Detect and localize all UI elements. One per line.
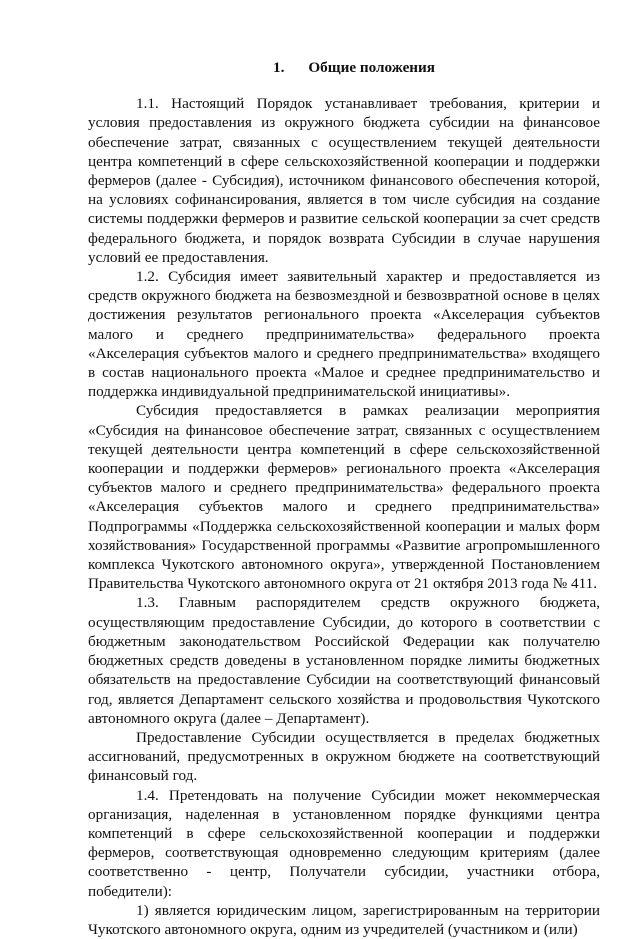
document-page bbox=[88, 58, 600, 939]
section-title: Общие положения bbox=[308, 59, 436, 76]
paragraph-1-2-continuation: Субсидия предоставляется в рамках реализации мероприятия «Субсидия на финансовое обеспечение затрат, связанных с осуществлением текущей деятельности центра компетенций в сфере сельскохозяйственной кооперации и поддержки фермеров» регионального проекта «Акселерация субъектов малого и среднего предпринимательства» федерального проекта «Акселерация субъектов малого и среднего предпринимательства» Подпрограммы «Поддержка сельскохозяйственной кооперации и малых форм хозяйствования» Государственной программы «Развитие агропромышленного комплекса Чукотского автономного округа», утвержденной Постановлением Правительства Чукотского автономного округа от 21 октября 2013 года № 411. bbox=[88, 402, 600, 593]
paragraph-1-2: 1.2. Субсидия имеет заявительный характер и предоставляется из средств окружного бюджета на безвозмездной и безвозвратной основе в целях достижения результатов регионального проекта «Акселерация субъектов малого и среднего предпринимательства» федерального проекта «Акселерация субъектов малого и среднего предпринимательства» входящего в состав национального проекта «Малое и среднее предпринимательство и поддержка индивидуальной предпринимательской инициативы». bbox=[88, 268, 600, 401]
paragraph-1-4-item-1: 1) является юридическим лицом, зарегистрированным на территории Чукотского автономного округа, одним из учредителей (участником и (или) bbox=[88, 901, 600, 938]
paragraph-1-3-continuation: Предоставление Субсидии осуществляется в пределах бюджетных ассигнований, предусмотренных в окружном бюджете на соответствующий финансовый год. bbox=[88, 728, 600, 785]
section-heading bbox=[88, 58, 600, 77]
paragraph-1-1: 1.1. Настоящий Порядок устанавливает требования, критерии и условия предоставления из окружного бюджета субсидии на финансовое обеспечение затрат, связанных с осуществлением текущей деятельности центра компетенций в сфере сельскохозяйственной кооперации и поддержки фермеров (далее - Субсидия), источником финансового обеспечения которой, на условиях софинансирования, является в том числе субсидия на создание системы поддержки фермеров и развитие сельской кооперации за счет средств федерального бюджета, и порядок возврата Субсидии в случае нарушения условий ее предоставления. bbox=[88, 95, 600, 266]
paragraph-1-4: 1.4. Претендовать на получение Субсидии может некоммерческая организация, наделенная в установленном порядке функциями центра компетенций в сфере сельскохозяйственной кооперации и поддержки фермеров, соответствующая одновременно следующим критериям (далее соответственно - центр, Получатели субсидии, участники отбора, победители): bbox=[88, 786, 600, 900]
paragraph-1-3: 1.3. Главным распорядителем средств окружного бюджета, осуществляющим предоставление Субсидии, до которого в соответствии с бюджетным законодательством Российской Федерации как получателю бюджетных средств доведены в установленном порядке лимиты бюджетных обязательств на предоставление Субсидии на соответствующий финансовый год, является Департамент сельского хозяйства и продовольствия Чукотского автономного округа (далее – Департамент). bbox=[88, 594, 600, 727]
section-number: 1. bbox=[272, 59, 285, 76]
